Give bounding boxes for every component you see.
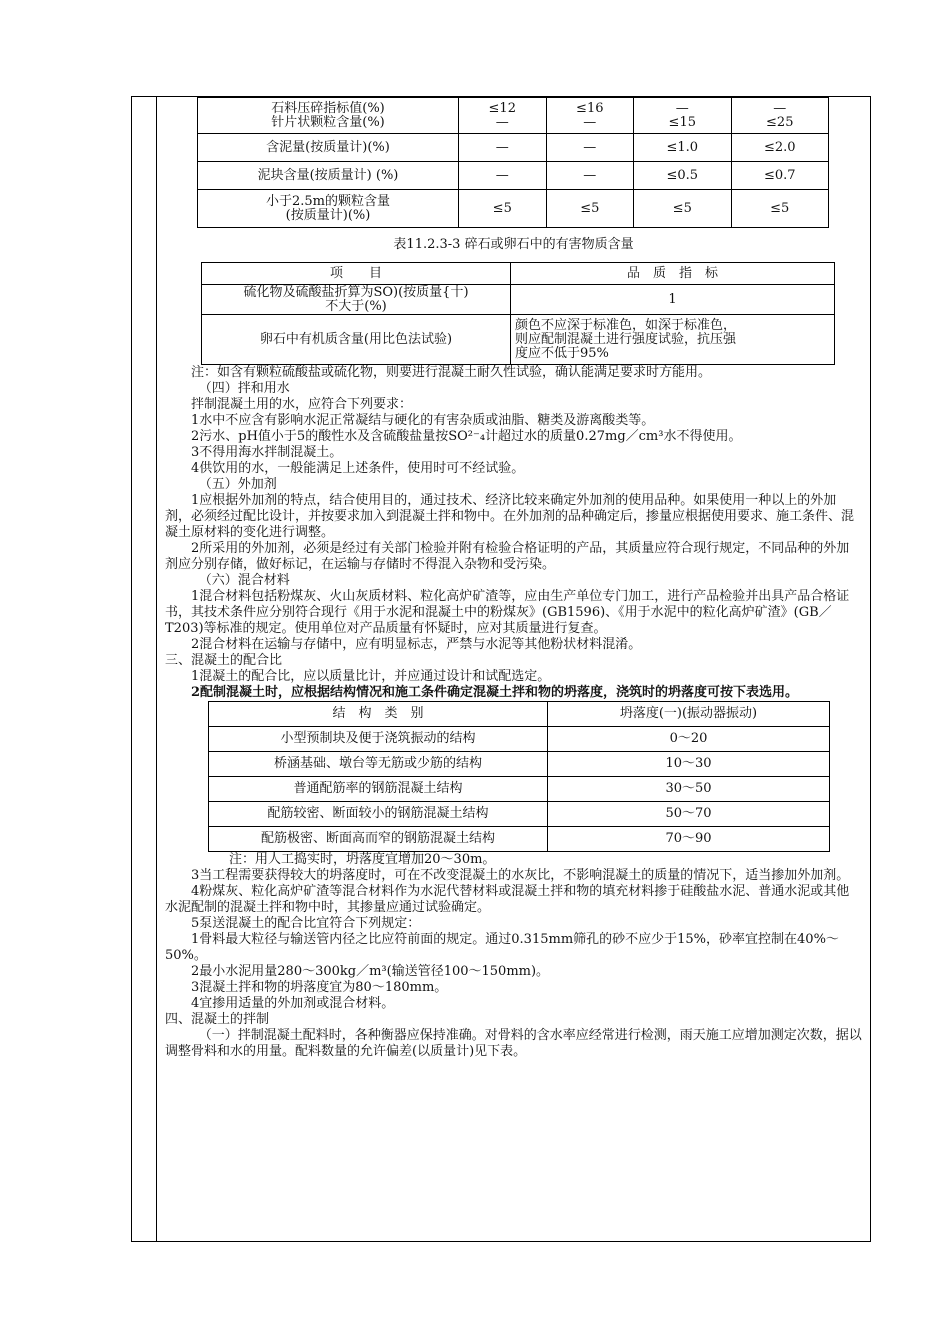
table-cell: —	[459, 162, 547, 190]
section-heading: 三、混凝土的配合比	[165, 653, 283, 668]
table-row	[209, 727, 830, 752]
table-cell: 10～30	[548, 752, 830, 777]
table-cell: 小型预制块及便于浇筑振动的结构	[209, 727, 548, 752]
table-cell: 泥块含量(按质量计) (%)	[198, 162, 459, 190]
body-text-section-1	[165, 365, 862, 701]
section-heading: （四）拌和用水	[198, 381, 290, 396]
paragraph: 4供饮用的水，一般能满足上述条件，使用时可不经试验。	[191, 461, 525, 476]
table-caption: 表11.2.3-3 碎石或卵石中的有害物质含量	[393, 237, 634, 252]
paragraph: 2最小水泥用量280～300kg／m³(输送管径100～150mm)。	[191, 964, 550, 979]
table-row	[209, 802, 830, 827]
table-cell: ≤0.7	[731, 162, 829, 190]
table-cell: — ≤25	[731, 98, 829, 134]
left-margin-column	[132, 97, 157, 1241]
table-header-row	[209, 702, 830, 727]
section-heading: （六）混合材料	[198, 573, 290, 588]
paragraph: 2混合材料在运输与存储中，应有明显标志，严禁与水泥等其他粉状材料混淆。	[191, 637, 642, 652]
paragraph: （一）拌制混凝土配料时，各种衡器应保持准确。对骨料的含水率应经常进行检测，雨天施工应增加测定次数，据以调整骨料和水的用量。配料数量的允许偏差(以质量计)见下表。	[165, 1028, 862, 1059]
table-row	[209, 752, 830, 777]
table-row	[198, 98, 829, 134]
paragraph: 拌制混凝土用的水，应符合下列要求：	[191, 397, 413, 412]
table-row	[202, 315, 835, 365]
paragraph: 2所采用的外加剂，必须是经过有关部门检验并附有检验合格证明的产品，其质量应符合现行规定，不同品种的外加剂应分别存储，做好标记，在运输与存储时不得混入杂物和受污染。	[165, 541, 850, 572]
table-cell: ≤5	[546, 190, 634, 228]
table-row	[198, 134, 829, 162]
column-header: 结 构 类 别	[209, 702, 548, 727]
paragraph: 3当工程需要获得较大的坍落度时，可在不改变混凝土的水灰比，不影响混凝土的质量的情况下，适当掺加外加剂。	[191, 868, 850, 883]
table-row	[209, 777, 830, 802]
table-cell: —	[459, 134, 547, 162]
paragraph: 1骨料最大粒径与输送管内径之比应符前面的规定。通过0.315mm筛孔的砂不应少于15%，砂率宜控制在40%～50%。	[165, 932, 839, 963]
table-cell: ≤16 —	[546, 98, 634, 134]
column-header: 项 目	[202, 263, 511, 285]
harmful-substances-table	[201, 262, 835, 365]
paragraph: 2污水、pH值小于5的酸性水及含硫酸盐量按SO²⁻₄计超过水的质量0.27mg／cm³水不得使用。	[191, 429, 742, 444]
table-cell: 70～90	[548, 827, 830, 852]
table-row	[198, 190, 829, 228]
table-cell: 颜色不应深于标准色，如深于标准色， 则应配制混凝土进行强度试验，抗压强 度应不低于95%	[511, 315, 835, 365]
section-heading: 四、混凝土的拌制	[165, 1012, 270, 1027]
table-cell: 配筋较密、断面较小的钢筋混凝土结构	[209, 802, 548, 827]
paragraph: 2配制混凝土时，应根据结构情况和施工条件确定混凝土拌和物的坍落度，浇筑时的坍落度可按下表选用。	[191, 685, 799, 700]
page-frame	[131, 96, 871, 1242]
table-cell: 含泥量(按质量计)(%)	[198, 134, 459, 162]
table-cell: 30～50	[548, 777, 830, 802]
table-cell: ≤5	[459, 190, 547, 228]
table-cell: 卵石中有机质含量(用比色法试验)	[202, 315, 511, 365]
table-cell: 桥涵基础、墩台等无筋或少筋的结构	[209, 752, 548, 777]
table-cell: 小于2.5m的颗粒含量 (按质量计)(%)	[198, 190, 459, 228]
table-cell: ≤5	[731, 190, 829, 228]
table-cell: ≤0.5	[634, 162, 731, 190]
table-cell: ≤2.0	[731, 134, 829, 162]
paragraph: 5泵送混凝土的配合比宜符合下列规定：	[191, 916, 421, 931]
aggregate-quality-table	[197, 97, 829, 228]
body-text-section-2	[165, 852, 862, 1060]
table-header-row	[202, 263, 835, 285]
column-header: 品 质 指 标	[511, 263, 835, 285]
table-cell: ≤1.0	[634, 134, 731, 162]
paragraph: 1应根据外加剂的特点，结合使用目的，通过技术、经济比较来确定外加剂的使用品种。如果使用一种以上的外加剂，必须经过配比设计，并按要求加入到混凝土拌和物中。在外加剂的品种确定后，掺量应根据使用要求、施工条件、混凝土原材料的变化进行调整。	[165, 493, 855, 540]
section-heading: （五）外加剂	[198, 477, 277, 492]
paragraph: 3不得用海水拌制混凝土。	[191, 445, 343, 460]
slump-table	[208, 701, 830, 852]
table-cell: 普通配筋率的钢筋混凝土结构	[209, 777, 548, 802]
table-row	[198, 162, 829, 190]
table-cell: 50～70	[548, 802, 830, 827]
paragraph: 4宜掺用适量的外加剂或混合材料。	[191, 996, 395, 1011]
table-cell: ≤5	[634, 190, 731, 228]
paragraph: 1混合材料包括粉煤灰、火山灰质材料、粒化高炉矿渣等，应由生产单位专门加工，进行产品检验并出具产品合格证书，其技术条件应分别符合现行《用于水泥和混凝土中的粉煤灰》(GB1596)、《用于水泥中的粒化高炉矿渣》(GB／T203)等标准的规定。使用单位对产品质量有怀疑时，应对其质量进行复查。	[165, 589, 850, 636]
table-note: 注：用人工捣实时，坍落度宜增加20～30m。	[229, 852, 496, 867]
table-cell: —	[546, 134, 634, 162]
table-cell: 硫化物及硫酸盐折算为SO)(按质量{十) 不大于(%)	[202, 285, 511, 315]
paragraph: 1水中不应含有影响水泥正常凝结与硬化的有害杂质或油脂、糖类及游离酸类等。	[191, 413, 655, 428]
table-cell: ≤12 —	[459, 98, 547, 134]
table-cell: 配筋极密、断面高而窄的钢筋混凝土结构	[209, 827, 548, 852]
column-header: 坍落度(一)(振动器振动)	[548, 702, 830, 727]
document-content	[165, 97, 862, 1060]
table-cell: — ≤15	[634, 98, 731, 134]
paragraph: 1混凝土的配合比，应以质量比计，并应通过设计和试配选定。	[191, 669, 551, 684]
paragraph: 4粉煤灰、粒化高炉矿渣等混合材料作为水泥代替材料或混凝土拌和物的填充材料掺于硅酸盐水泥、普通水泥或其他水泥配制的混凝土拌和物中时，其掺量应通过试验确定。	[165, 884, 850, 915]
table-cell: 0～20	[548, 727, 830, 752]
table-cell: —	[546, 162, 634, 190]
table-row	[209, 827, 830, 852]
table-cell: 1	[511, 285, 835, 315]
table-row	[202, 285, 835, 315]
table-cell: 石料压碎指标值(%) 针片状颗粒含量(%)	[198, 98, 459, 134]
paragraph: 注：如含有颗粒硫酸盐或硫化物，则要进行混凝土耐久性试验，确认能满足要求时方能用。	[191, 365, 712, 380]
paragraph: 3混凝土拌和物的坍落度宜为80～180mm。	[191, 980, 448, 995]
